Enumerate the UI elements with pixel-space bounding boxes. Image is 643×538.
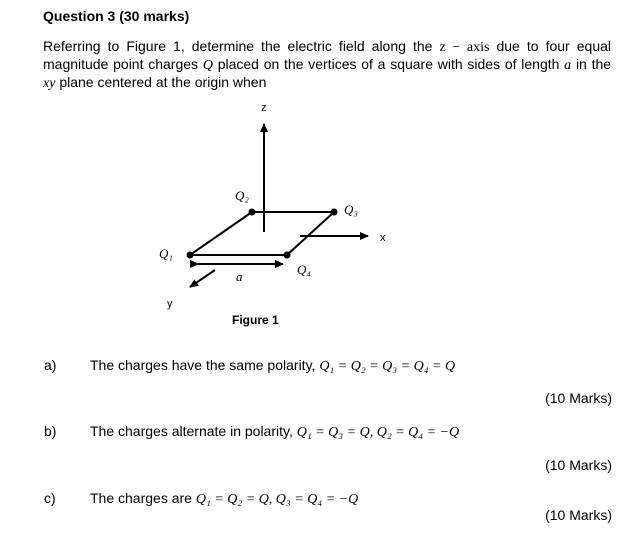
- y-axis: [190, 270, 215, 287]
- part-a-text: The charges have the same polarity, Q₁ = Q₂ = Q₃ = Q₄ = Q: [90, 357, 456, 374]
- charge-q1-dot: [187, 252, 194, 259]
- charge-q2-dot: [249, 209, 256, 216]
- part-a-label: a): [44, 357, 57, 373]
- charge-q3-dot: [331, 209, 338, 216]
- part-b-label: b): [44, 423, 57, 439]
- axis-z-label: z: [261, 102, 267, 114]
- part-b-marks: (10 Marks): [545, 457, 612, 473]
- part-b-equation: Q₁ = Q₃ = Q, Q₂ = Q₄ = −Q: [296, 425, 460, 440]
- figure-caption: Figure 1: [232, 313, 279, 327]
- part-c-marks: (10 Marks): [545, 507, 612, 523]
- side-length-label: a: [236, 269, 243, 284]
- charge-q3-label: Q₃: [344, 202, 358, 217]
- question-intro: Referring to Figure 1, determine the electric field along the z − axis due to four equal magnitude point charges Q placed on the vertices of a square with sides of length a in the xy plane centered at the origin when: [43, 38, 612, 91]
- square-edge-left: [190, 212, 252, 255]
- part-c-text: The charges are Q₁ = Q₂ = Q, Q₃ = Q₄ = −Q: [90, 490, 359, 507]
- question-title: Question 3 (30 marks): [43, 8, 190, 24]
- charge-q1-label: Q₁: [159, 246, 173, 261]
- part-a-marks: (10 Marks): [545, 390, 612, 406]
- square-edge-right: [287, 212, 334, 255]
- part-b-text: The charges alternate in polarity, Q₁ = Q₃ = Q, Q₂ = Q₄ = −Q: [90, 423, 460, 440]
- axis-y-label: y: [167, 298, 173, 310]
- part-a-equation: Q₁ = Q₂ = Q₃ = Q₄ = Q: [319, 359, 456, 374]
- charge-q2-label: Q₂: [235, 188, 249, 203]
- part-c-equation: Q₁ = Q₂ = Q, Q₃ = Q₄ = −Q: [195, 492, 359, 507]
- axis-x-label: x: [380, 232, 386, 244]
- charge-q4-dot: [284, 252, 291, 259]
- part-c-label: c): [44, 490, 56, 506]
- charge-q4-label: Q₄: [297, 262, 311, 277]
